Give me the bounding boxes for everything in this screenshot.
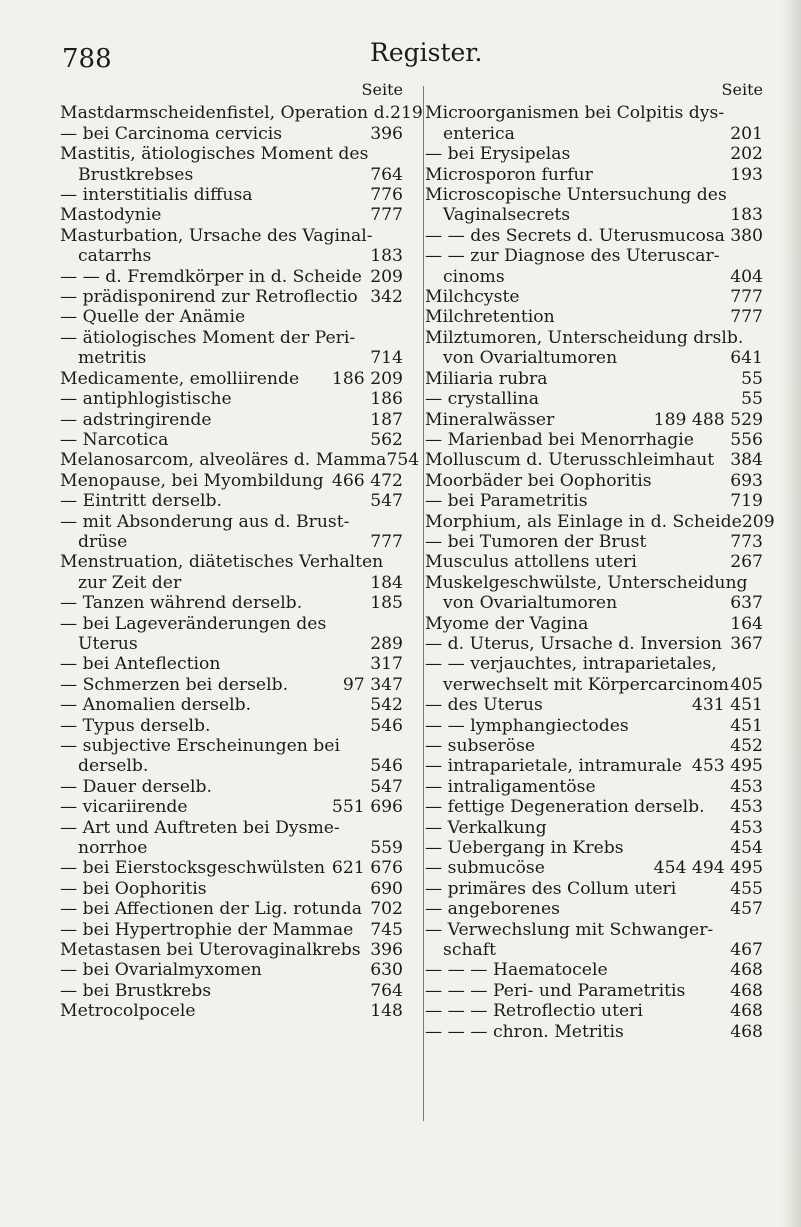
index-entry <box>60 695 403 715</box>
entry-term: — — lymphangiectodes <box>425 715 629 736</box>
entry-pages: 546 <box>370 715 403 736</box>
index-entry <box>425 654 763 674</box>
entry-term: — interstitialis diffusa <box>60 185 253 206</box>
index-entry <box>60 450 420 471</box>
index-entry <box>425 675 763 695</box>
entry-pages: 431 451 <box>691 695 763 716</box>
entry-term: — bei Affectionen der Lig. rotunda <box>60 899 362 920</box>
index-entry <box>425 858 763 878</box>
entry-pages: 764 <box>370 164 403 185</box>
index-entry <box>60 144 403 164</box>
index-entry <box>425 614 763 634</box>
index-entry <box>60 940 403 960</box>
index-entry <box>60 736 403 756</box>
entry-term: — Verkalkung <box>425 817 547 838</box>
entry-pages: 468 <box>730 960 763 981</box>
index-entry <box>60 552 403 572</box>
entry-pages: 719 <box>730 491 763 512</box>
index-entry <box>425 899 763 919</box>
entry-pages: 630 <box>370 960 403 981</box>
entry-term: von Ovarialtumoren <box>443 348 618 369</box>
index-entry <box>425 695 763 715</box>
entry-pages: 551 696 <box>331 797 403 818</box>
page-number: 788 <box>62 44 112 74</box>
entry-pages: 55 <box>741 389 763 410</box>
index-entry <box>60 614 403 634</box>
entry-pages: 97 347 <box>342 674 403 695</box>
index-entry <box>60 532 403 552</box>
entry-pages: 556 <box>730 429 763 450</box>
index-entry <box>425 410 763 430</box>
index-entry <box>425 450 763 470</box>
entry-term: enterica <box>443 123 515 144</box>
entry-term: — Narcotica <box>60 429 169 450</box>
index-entry <box>60 797 403 817</box>
entry-term: catarrhs <box>78 246 152 267</box>
entry-pages: 317 <box>370 654 403 675</box>
entry-pages: 185 <box>370 593 403 614</box>
entry-term: schaft <box>443 940 497 961</box>
index-entry <box>60 205 403 225</box>
index-entry <box>425 920 763 940</box>
index-entry <box>425 818 763 838</box>
index-entry <box>425 532 763 552</box>
index-entry <box>425 226 763 246</box>
index-entry <box>425 797 763 817</box>
index-entry <box>425 389 763 409</box>
entry-term: — — — Haematocele <box>425 960 608 981</box>
index-entry <box>425 960 763 980</box>
index-entry <box>60 654 403 674</box>
entry-pages: 777 <box>370 205 403 226</box>
entry-pages: 454 <box>730 838 763 859</box>
entry-pages: 714 <box>370 348 403 369</box>
index-entry <box>60 858 403 878</box>
index-entry <box>425 511 775 532</box>
entry-term: — — — Retroflectio uteri <box>425 1001 643 1022</box>
index-entry <box>425 838 763 858</box>
entry-term: Mineralwässer <box>425 409 555 430</box>
entry-pages: 467 <box>730 940 763 961</box>
entry-pages: 454 494 495 <box>653 858 763 879</box>
index-entry <box>60 879 403 899</box>
entry-term: — Dauer derselb. <box>60 776 212 797</box>
index-entry <box>60 226 403 246</box>
index-entry <box>60 165 403 185</box>
entry-pages: 542 <box>370 695 403 716</box>
index-entry <box>425 716 763 736</box>
entry-pages: 148 <box>370 1001 403 1022</box>
entry-term: Microorganismen bei Colpitis dys- <box>425 103 725 124</box>
entry-pages: 209 <box>370 266 403 287</box>
entry-pages: 690 <box>370 878 403 899</box>
entry-pages: 547 <box>370 776 403 797</box>
entry-pages: 342 <box>370 287 403 308</box>
entry-term: — adstringirende <box>60 409 212 430</box>
entry-term: — subseröse <box>425 736 536 756</box>
entry-term: — intraligamentöse <box>425 776 596 797</box>
entry-term: — bei Eierstocksgeschwülsten <box>60 858 326 879</box>
entry-pages: 183 <box>370 246 403 267</box>
entry-term: — d. Uterus, Ursache d. Inversion <box>425 633 722 654</box>
index-entry <box>60 246 403 266</box>
entry-term: — bei Anteflection <box>60 654 221 675</box>
index-entry <box>425 287 763 307</box>
entry-term: — Uebergang in Krebs <box>425 838 624 859</box>
index-entry <box>60 777 403 797</box>
entry-pages: 189 488 529 <box>653 409 763 430</box>
entry-term: — — — chron. Metritis <box>425 1021 624 1042</box>
entry-term: — — verjauchtes, intraparietales, <box>425 654 717 675</box>
entry-term: — vicariirende <box>60 797 188 818</box>
entry-term: Milztumoren, Unterscheidung drslb. <box>425 327 744 348</box>
entry-term: derselb. <box>78 756 149 777</box>
index-entry <box>425 940 763 960</box>
entry-term: — mit Absonderung aus d. Brust- <box>60 511 350 532</box>
entry-term: — crystallina <box>425 389 539 410</box>
entry-term: — Quelle der Anämie <box>60 307 246 328</box>
index-entry <box>425 777 763 797</box>
entry-pages: 184 <box>370 572 403 593</box>
left-entry-list <box>60 103 423 1022</box>
index-entry <box>425 369 763 389</box>
entry-term: Milchcyste <box>425 287 520 308</box>
index-entry <box>425 185 763 205</box>
entry-term: — bei Ovarialmyxomen <box>60 960 262 981</box>
index-entry <box>425 144 763 164</box>
entry-pages: 396 <box>370 940 403 961</box>
index-entry <box>60 716 403 736</box>
entry-pages: 773 <box>730 531 763 552</box>
entry-term: Mastitis, ätiologisches Moment des <box>60 144 369 165</box>
entry-term: — — des Secrets d. Uterusmucosa <box>425 225 725 246</box>
entry-pages: 209 <box>741 511 775 532</box>
entry-term: Masturbation, Ursache des Vaginal- <box>60 225 373 246</box>
right-column-header: Seite <box>721 80 763 99</box>
entry-term: — submucöse <box>425 858 545 879</box>
entry-pages: 745 <box>370 919 403 940</box>
entry-pages: 547 <box>370 491 403 512</box>
index-entry <box>425 430 763 450</box>
entry-pages: 468 <box>730 1001 763 1022</box>
entry-term: norrhoe <box>78 838 148 859</box>
entry-term: Muskelgeschwülste, Unterscheidung <box>425 572 748 593</box>
entry-term: Morphium, als Einlage in d. Scheide <box>425 511 742 532</box>
entry-pages: 202 <box>730 144 763 165</box>
entry-term: Musculus attollens uteri <box>425 552 637 573</box>
entry-pages: 186 <box>370 389 403 410</box>
index-entry <box>425 103 763 123</box>
index-entry <box>60 491 403 511</box>
index-entry <box>60 471 403 491</box>
index-entry <box>425 165 763 185</box>
index-entry <box>60 185 403 205</box>
entry-term: — — zur Diagnose des Uteruscar- <box>425 246 720 267</box>
page-edge-shadow <box>781 0 801 1227</box>
entry-term: von Ovarialtumoren <box>443 593 618 614</box>
entry-pages: 468 <box>730 980 763 1001</box>
index-entry <box>425 1022 763 1042</box>
entry-term: — — d. Fremdkörper in d. Scheide <box>60 266 362 287</box>
entry-term: — — — Peri- und Parametritis <box>425 980 686 1001</box>
entry-pages: 702 <box>370 899 403 920</box>
entry-term: metritis <box>78 348 147 369</box>
entry-term: — bei Lageveränderungen des <box>60 613 327 634</box>
entry-term: Mastdarmscheidenfistel, Operation d. <box>60 103 391 124</box>
index-entry <box>60 348 403 368</box>
entry-term: — bei Brustkrebs <box>60 980 212 1001</box>
entry-term: — fettige Degeneration derselb. <box>425 797 705 818</box>
entry-term: Metrocolpocele <box>60 1001 196 1022</box>
entry-term: verwechselt mit Körpercarcinom <box>443 674 729 695</box>
entry-term: Moorbäder bei Oophoritis <box>425 470 652 491</box>
index-entry <box>425 552 763 572</box>
index-entry <box>60 430 403 450</box>
entry-term: — subjective Erscheinungen bei <box>60 736 340 756</box>
index-entry <box>60 838 403 858</box>
left-column-header: Seite <box>361 80 403 99</box>
entry-pages: 267 <box>730 552 763 573</box>
index-entry <box>60 593 403 613</box>
entry-term: — Marienbad bei Menorrhagie <box>425 429 694 450</box>
index-entry <box>60 818 403 838</box>
entry-pages: 546 <box>370 756 403 777</box>
index-entry <box>425 879 763 899</box>
index-entry <box>60 675 403 695</box>
index-entry <box>60 960 403 980</box>
index-entry <box>425 124 763 144</box>
index-entry <box>425 593 763 613</box>
index-entry <box>425 205 763 225</box>
index-entry <box>60 124 403 144</box>
index-entry <box>60 267 403 287</box>
index-entry <box>60 512 403 532</box>
index-entry <box>60 634 403 654</box>
index-entry <box>425 736 763 756</box>
entry-term: — primäres des Collum uteri <box>425 878 677 899</box>
entry-term: — Tanzen während derselb. <box>60 593 303 614</box>
entry-pages: 453 <box>730 797 763 818</box>
entry-pages: 453 <box>730 776 763 797</box>
entry-pages: 693 <box>730 470 763 491</box>
index-entry <box>425 267 763 287</box>
entry-term: — bei Erysipelas <box>425 144 571 165</box>
entry-term: Metastasen bei Uterovaginalkrebs <box>60 940 361 961</box>
index-entry <box>425 756 763 776</box>
entry-pages: 404 <box>730 266 763 287</box>
entry-term: — bei Carcinoma cervicis <box>60 123 283 144</box>
entry-pages: 186 209 <box>331 368 403 389</box>
entry-term: — Art und Auftreten bei Dysme- <box>60 817 340 838</box>
entry-pages: 193 <box>730 164 763 185</box>
entry-term: Microsporon furfur <box>425 164 593 185</box>
entry-term: Vaginalsecrets <box>443 205 571 226</box>
index-entry <box>425 634 763 654</box>
entry-term: — des Uterus <box>425 695 543 716</box>
entry-term: Myome der Vagina <box>425 613 589 634</box>
index-entry <box>60 920 403 940</box>
column-divider <box>423 86 424 1121</box>
entry-pages: 380 <box>730 225 763 246</box>
entry-pages: 396 <box>370 123 403 144</box>
index-entry <box>425 981 763 1001</box>
entry-pages: 777 <box>370 531 403 552</box>
entry-term: Miliaria rubra <box>425 368 548 389</box>
entry-pages: 457 <box>730 899 763 920</box>
entry-term: Uterus <box>78 633 138 654</box>
entry-pages: 164 <box>730 613 763 634</box>
entry-pages: 384 <box>730 450 763 471</box>
entry-pages: 55 <box>741 368 763 389</box>
entry-term: Brustkrebses <box>78 164 194 185</box>
entry-term: — angeborenes <box>425 899 560 920</box>
entry-term: Melanosarcom, alveoläres d. Mamma <box>60 450 387 471</box>
entry-term: — bei Oophoritis <box>60 878 207 899</box>
index-entry <box>425 246 763 266</box>
entry-term: — ätiologisches Moment der Peri- <box>60 327 356 348</box>
entry-pages: 562 <box>370 429 403 450</box>
index-entry <box>60 287 403 307</box>
index-entry <box>425 573 763 593</box>
entry-term: drüse <box>78 531 128 552</box>
entry-term: — prädisponirend zur Retroflectio <box>60 287 358 308</box>
entry-pages: 776 <box>370 185 403 206</box>
entry-term: — bei Tumoren der Brust <box>425 531 647 552</box>
entry-pages: 289 <box>370 633 403 654</box>
entry-pages: 219 <box>390 103 423 124</box>
entry-pages: 777 <box>730 287 763 308</box>
entry-pages: 367 <box>730 633 763 654</box>
entry-pages: 183 <box>730 205 763 226</box>
left-column <box>60 80 423 1022</box>
entry-term: — Schmerzen bei derselb. <box>60 674 289 695</box>
entry-term: Menstruation, diätetisches Verhalten <box>60 552 384 573</box>
index-entry <box>60 103 423 124</box>
entry-pages: 468 <box>730 1021 763 1042</box>
index-entry <box>60 328 403 348</box>
index-entry <box>60 369 403 389</box>
entry-pages: 777 <box>730 307 763 328</box>
index-entry <box>60 410 403 430</box>
entry-term: Menopause, bei Myombildung <box>60 470 324 491</box>
entry-term: zur Zeit der <box>78 572 182 593</box>
entry-term: Molluscum d. Uterusschleimhaut <box>425 450 715 471</box>
entry-term: — intraparietale, intramurale <box>425 756 682 777</box>
entry-pages: 453 <box>730 817 763 838</box>
index-entry <box>425 471 763 491</box>
entry-pages: 621 676 <box>331 858 403 879</box>
entry-term: — antiphlogistische <box>60 389 232 410</box>
entry-term: cinoms <box>443 266 505 287</box>
index-entry <box>425 1001 763 1021</box>
running-head: Register. <box>370 38 483 67</box>
entry-pages: 452 <box>730 736 763 756</box>
index-entry <box>425 328 763 348</box>
index-entry <box>425 348 763 368</box>
entry-pages: 405 <box>730 674 763 695</box>
entry-pages: 453 495 <box>691 756 763 777</box>
index-entry <box>60 899 403 919</box>
entry-pages: 451 <box>730 715 763 736</box>
entry-pages: 455 <box>730 878 763 899</box>
entry-pages: 559 <box>370 838 403 859</box>
index-entry <box>425 491 763 511</box>
entry-term: Milchretention <box>425 307 555 328</box>
entry-pages: 187 <box>370 409 403 430</box>
index-entry <box>60 307 403 327</box>
entry-pages: 201 <box>730 123 763 144</box>
entry-pages: 637 <box>730 593 763 614</box>
entry-term: — Eintritt derselb. <box>60 491 223 512</box>
entry-term: — Anomalien derselb. <box>60 695 252 716</box>
entry-pages: 466 472 <box>331 470 403 491</box>
entry-term: Microscopische Untersuchung des <box>425 185 727 206</box>
right-column <box>425 80 775 1042</box>
index-entry <box>60 1001 403 1021</box>
entry-term: Medicamente, emolliirende <box>60 368 300 389</box>
index-entry <box>60 573 403 593</box>
entry-pages: 641 <box>730 348 763 369</box>
entry-term: Mastodynie <box>60 205 162 226</box>
index-entry <box>60 756 403 776</box>
index-entry <box>60 389 403 409</box>
entry-pages: 754 <box>386 450 420 471</box>
right-entry-list <box>425 103 775 1042</box>
index-entry <box>60 981 403 1001</box>
entry-term: — Typus derselb. <box>60 715 211 736</box>
entry-pages: 764 <box>370 980 403 1001</box>
entry-term: — Verwechslung mit Schwanger- <box>425 919 714 940</box>
index-entry <box>425 307 763 327</box>
entry-term: — bei Hypertrophie der Mammae <box>60 919 354 940</box>
entry-term: — bei Parametritis <box>425 491 588 512</box>
